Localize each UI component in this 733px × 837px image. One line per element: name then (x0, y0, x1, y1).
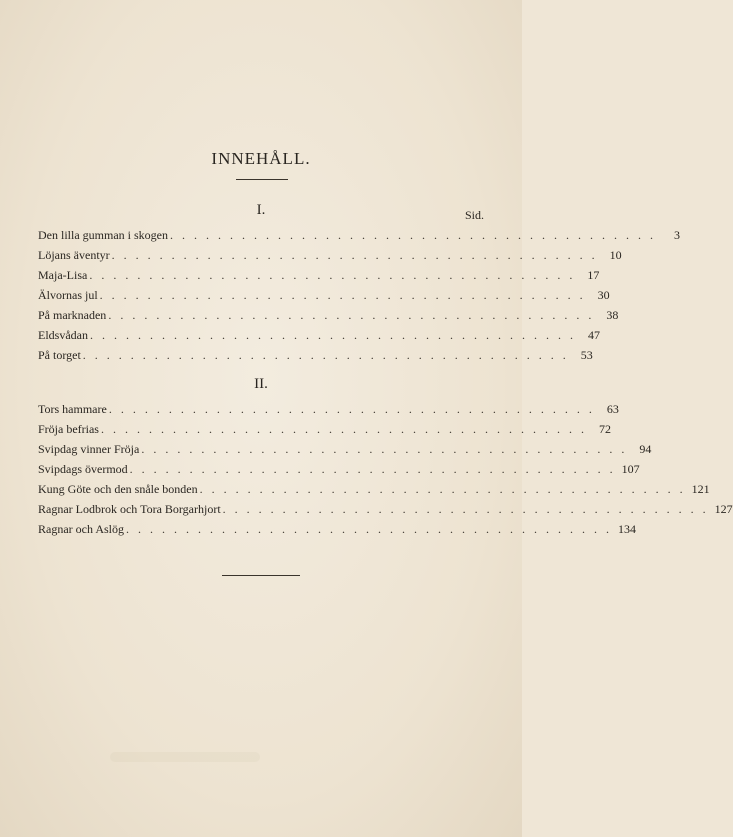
dot-leader: . . . . . . . . . . . . . . . . . . . . . . . . . . . . . . . . . . . . . . . . . (90, 328, 576, 342)
dot-leader: . . . . . . . . . . . . . . . . . . . . . . . . . . . . . . . . . . . . . . . . . (99, 288, 586, 302)
entry-title: Älvornas jul (38, 288, 98, 302)
entry-title: Svipdag vinner Fröja (38, 442, 140, 456)
toc-entry (38, 286, 610, 304)
entry-title: På torget (38, 348, 81, 362)
toc-entry (38, 346, 593, 364)
entry-title: Ragnar och Aslög (38, 522, 124, 536)
section-heading-1: I. (256, 202, 266, 218)
entry-title: Eldsvådan (38, 328, 88, 342)
toc-entry (38, 226, 680, 244)
paper-stain (110, 752, 260, 762)
entry-title: Löjans äventyr (38, 248, 110, 262)
entry-page-number: 127 (714, 502, 733, 516)
toc-entry (38, 400, 619, 418)
toc-entry (38, 266, 600, 284)
dot-leader: . . . . . . . . . . . . . . . . . . . . . . . . . . . . . . . . . . . . . . . . . (126, 522, 612, 536)
dot-leader: . . . . . . . . . . . . . . . . . . . . . . . . . . . . . . . . . . . . . . . . . (222, 502, 709, 516)
toc-entry (38, 326, 600, 344)
dot-leader: . . . . . . . . . . . . . . . . . . . . . . . . . . . . . . . . . . . . . . . . . (108, 308, 595, 322)
page-title: INNEHÅLL. (211, 149, 311, 168)
entry-page-number: 63 (606, 402, 619, 416)
dot-leader: . . . . . . . . . . . . . . . . . . . . . . . . . . . . . . . . . . . . . . . . . (169, 228, 656, 242)
dot-leader: . . . . . . . . . . . . . . . . . . . . . . . . . . . . . . . . . . . . . . . . . (141, 442, 628, 456)
dot-leader: . . . . . . . . . . . . . . . . . . . . . . . . . . . . . . . . . . . . . . . . . (100, 422, 587, 436)
toc-entry (38, 246, 622, 264)
entry-title: Tors hammare (38, 402, 107, 416)
toc-entry (38, 500, 733, 518)
entry-page-number: 38 (606, 308, 619, 322)
dot-leader: . . . . . . . . . . . . . . . . . . . . . . . . . . . . . . . . . . . . . . . . . (129, 462, 616, 476)
entry-page-number: 3 (673, 228, 680, 242)
entry-title: Ragnar Lodbrok och Tora Borgarhjort (38, 502, 221, 516)
toc-entry (38, 460, 640, 478)
dot-leader: . . . . . . . . . . . . . . . . . . . . . . . . . . . . . . . . . . . . . . . . . (89, 268, 576, 282)
entry-page-number: 72 (598, 422, 611, 436)
title-divider (236, 179, 288, 180)
toc-entry (38, 520, 636, 538)
entry-page-number: 30 (597, 288, 610, 302)
entry-page-number: 121 (691, 482, 710, 496)
section-heading-2: II. (254, 376, 268, 392)
entry-title: Fröja befrias (38, 422, 99, 436)
entry-page-number: 107 (621, 462, 640, 476)
entry-title: Den lilla gumman i skogen (38, 228, 168, 242)
entry-title: Kung Göte och den snåle bonden (38, 482, 198, 496)
entry-title: På marknaden (38, 308, 107, 322)
entry-title: Maja-Lisa (38, 268, 88, 282)
page-column-label: Sid. (464, 208, 484, 222)
entry-page-number: 94 (639, 442, 652, 456)
dot-leader: . . . . . . . . . . . . . . . . . . . . . . . . . . . . . . . . . . . . . . . . . (111, 248, 598, 262)
entry-page-number: 134 (618, 522, 636, 536)
dot-leader: . . . . . . . . . . . . . . . . . . . . . . . . . . . . . . . . . . . . . . . . . (199, 482, 686, 496)
entry-page-number: 10 (609, 248, 622, 262)
toc-entry (38, 420, 611, 438)
toc-entry (38, 440, 652, 458)
entry-page-number: 17 (587, 268, 600, 282)
entry-page-number: 47 (588, 328, 600, 342)
toc-entry (38, 480, 710, 498)
entry-title: Svipdags övermod (38, 462, 128, 476)
dot-leader: . . . . . . . . . . . . . . . . . . . . . . . . . . . . . . . . . . . . . . . . . (82, 348, 569, 362)
dot-leader: . . . . . . . . . . . . . . . . . . . . . . . . . . . . . . . . . . . . . . . . . (108, 402, 595, 416)
entry-page-number: 53 (580, 348, 593, 362)
toc-entry (38, 306, 619, 324)
end-divider (222, 575, 300, 576)
